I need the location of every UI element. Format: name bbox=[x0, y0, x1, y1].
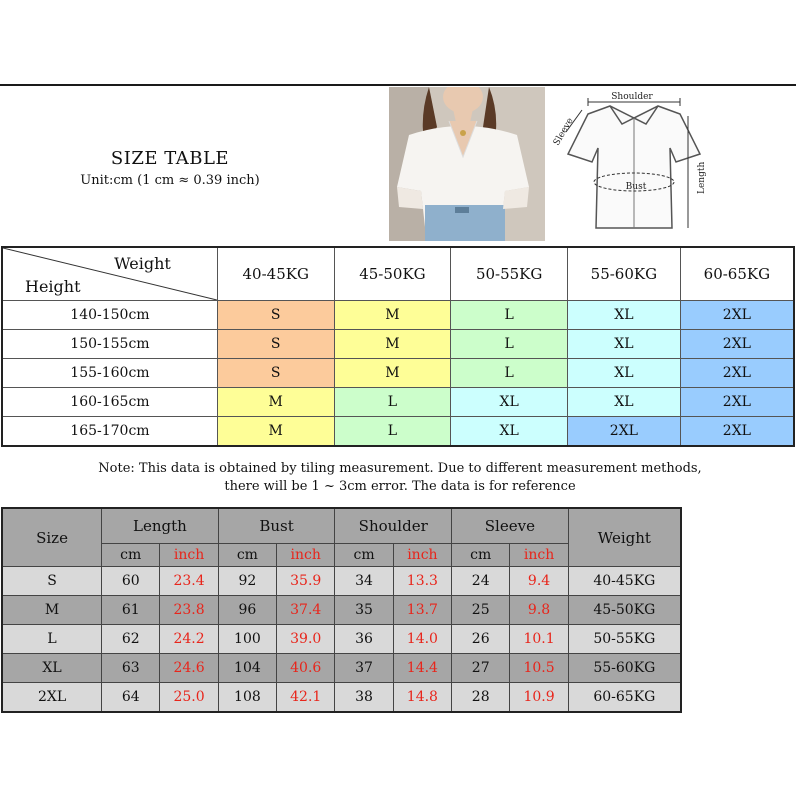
length-cm: 63 bbox=[102, 654, 160, 683]
length-inch: 25.0 bbox=[160, 683, 218, 713]
size-cell: 2XL bbox=[680, 330, 794, 359]
measurement-diagram bbox=[548, 88, 718, 240]
size-cell: XL bbox=[568, 388, 681, 417]
unit-note: Unit:cm (1 cm ≈ 0.39 inch) bbox=[80, 173, 260, 188]
top-divider bbox=[0, 84, 796, 86]
size-cell: M bbox=[217, 388, 334, 417]
length-header: Length bbox=[102, 508, 219, 544]
shoulder-cm: 35 bbox=[335, 596, 393, 625]
length-inch: 24.2 bbox=[160, 625, 218, 654]
height-cell: 165-170cm bbox=[2, 417, 217, 447]
cm-header: cm bbox=[452, 544, 510, 567]
size-cell: XL bbox=[568, 359, 681, 388]
weight-col-header: 50-55KG bbox=[451, 247, 568, 301]
table-row bbox=[2, 625, 681, 654]
bust-cm: 92 bbox=[218, 567, 276, 596]
size-cell: 2XL bbox=[680, 359, 794, 388]
size-cell: M bbox=[334, 301, 451, 330]
diagonal-header-cell bbox=[2, 247, 217, 301]
measurement-table bbox=[1, 507, 682, 713]
bust-inch: 39.0 bbox=[277, 625, 335, 654]
length-inch: 23.4 bbox=[160, 567, 218, 596]
shoulder-header: Shoulder bbox=[335, 508, 452, 544]
sleeve-cm: 27 bbox=[452, 654, 510, 683]
size-cell: L bbox=[2, 625, 102, 654]
shoulder-cm: 38 bbox=[335, 683, 393, 713]
shoulder-inch: 14.8 bbox=[393, 683, 451, 713]
bust-inch: 37.4 bbox=[277, 596, 335, 625]
table-row bbox=[2, 330, 794, 359]
size-cell: 2XL bbox=[680, 301, 794, 330]
model-illustration bbox=[389, 87, 545, 241]
inch-header: inch bbox=[393, 544, 451, 567]
bust-inch: 35.9 bbox=[277, 567, 335, 596]
shoulder-inch: 14.0 bbox=[393, 625, 451, 654]
table-row bbox=[2, 596, 681, 625]
size-cell: M bbox=[2, 596, 102, 625]
size-cell: 2XL bbox=[568, 417, 681, 447]
weight-header: Weight bbox=[568, 508, 681, 567]
inch-header: inch bbox=[160, 544, 218, 567]
size-cell: XL bbox=[451, 417, 568, 447]
sleeve-cm: 25 bbox=[452, 596, 510, 625]
bust-inch: 42.1 bbox=[277, 683, 335, 713]
size-cell: 2XL bbox=[2, 683, 102, 713]
size-cell: XL bbox=[2, 654, 102, 683]
shoulder-inch: 13.7 bbox=[393, 596, 451, 625]
note-line: Note: This data is obtained by tiling measurement. Due to different measurement methods, bbox=[98, 461, 702, 476]
length-cm: 61 bbox=[102, 596, 160, 625]
header-row bbox=[2, 508, 681, 544]
table-row bbox=[2, 654, 681, 683]
bust-cm: 100 bbox=[218, 625, 276, 654]
size-cell: S bbox=[217, 330, 334, 359]
sleeve-label: Sleeve bbox=[551, 116, 576, 148]
size-cell: L bbox=[451, 359, 568, 388]
table-row bbox=[2, 301, 794, 330]
measurement-note bbox=[0, 460, 800, 496]
title-block bbox=[40, 148, 300, 188]
cm-header: cm bbox=[218, 544, 276, 567]
weight-cell: 55-60KG bbox=[568, 654, 681, 683]
inch-header: inch bbox=[277, 544, 335, 567]
table-row bbox=[2, 567, 681, 596]
bust-header: Bust bbox=[218, 508, 335, 544]
sleeve-inch: 9.4 bbox=[510, 567, 568, 596]
height-cell: 160-165cm bbox=[2, 388, 217, 417]
size-header: Size bbox=[2, 508, 102, 567]
bust-cm: 104 bbox=[218, 654, 276, 683]
bust-cm: 108 bbox=[218, 683, 276, 713]
sleeve-inch: 10.1 bbox=[510, 625, 568, 654]
height-cell: 140-150cm bbox=[2, 301, 217, 330]
height-cell: 155-160cm bbox=[2, 359, 217, 388]
size-cell: XL bbox=[568, 301, 681, 330]
length-label: Length bbox=[697, 161, 707, 194]
size-table-title: SIZE TABLE bbox=[110, 148, 230, 169]
weight-col-header: 40-45KG bbox=[217, 247, 334, 301]
table-row bbox=[2, 359, 794, 388]
cm-header: cm bbox=[335, 544, 393, 567]
size-cell: L bbox=[334, 417, 451, 447]
length-inch: 23.8 bbox=[160, 596, 218, 625]
size-cell: S bbox=[2, 567, 102, 596]
sleeve-cm: 28 bbox=[452, 683, 510, 713]
weight-col-header: 45-50KG bbox=[334, 247, 451, 301]
table-row bbox=[2, 388, 794, 417]
sleeve-inch: 10.9 bbox=[510, 683, 568, 713]
height-cell: 150-155cm bbox=[2, 330, 217, 359]
cm-header: cm bbox=[102, 544, 160, 567]
sleeve-cm: 24 bbox=[452, 567, 510, 596]
weight-cell: 50-55KG bbox=[568, 625, 681, 654]
size-cell: XL bbox=[568, 330, 681, 359]
length-cm: 64 bbox=[102, 683, 160, 713]
product-photo bbox=[389, 87, 545, 241]
height-weight-size-table bbox=[1, 246, 795, 447]
length-cm: 60 bbox=[102, 567, 160, 596]
table-row bbox=[2, 683, 681, 713]
table-header-row bbox=[2, 247, 794, 301]
weight-col-header: 60-65KG bbox=[680, 247, 794, 301]
note-line: there will be 1 ~ 3cm error. The data is for reference bbox=[224, 479, 576, 494]
shoulder-cm: 37 bbox=[335, 654, 393, 683]
sleeve-inch: 10.5 bbox=[510, 654, 568, 683]
shoulder-label: Shoulder bbox=[611, 92, 653, 102]
size-cell: L bbox=[334, 388, 451, 417]
weight-cell: 60-65KG bbox=[568, 683, 681, 713]
weight-cell: 45-50KG bbox=[568, 596, 681, 625]
weight-cell: 40-45KG bbox=[568, 567, 681, 596]
sleeve-header: Sleeve bbox=[452, 508, 569, 544]
bust-cm: 96 bbox=[218, 596, 276, 625]
weight-col-header: 55-60KG bbox=[568, 247, 681, 301]
size-cell: L bbox=[451, 330, 568, 359]
size-cell: 2XL bbox=[680, 388, 794, 417]
length-inch: 24.6 bbox=[160, 654, 218, 683]
size-cell: M bbox=[334, 359, 451, 388]
height-header: Height bbox=[25, 277, 81, 296]
bust-inch: 40.6 bbox=[277, 654, 335, 683]
shoulder-cm: 36 bbox=[335, 625, 393, 654]
size-cell: 2XL bbox=[680, 417, 794, 447]
length-cm: 62 bbox=[102, 625, 160, 654]
sleeve-cm: 26 bbox=[452, 625, 510, 654]
size-cell: L bbox=[451, 301, 568, 330]
table-row bbox=[2, 417, 794, 447]
shoulder-inch: 14.4 bbox=[393, 654, 451, 683]
size-cell: XL bbox=[451, 388, 568, 417]
bust-label: Bust bbox=[625, 182, 647, 192]
weight-header: Weight bbox=[114, 254, 171, 273]
size-cell: M bbox=[334, 330, 451, 359]
size-cell: S bbox=[217, 301, 334, 330]
size-cell: S bbox=[217, 359, 334, 388]
inch-header: inch bbox=[510, 544, 568, 567]
shoulder-cm: 34 bbox=[335, 567, 393, 596]
shoulder-inch: 13.3 bbox=[393, 567, 451, 596]
sleeve-inch: 9.8 bbox=[510, 596, 568, 625]
size-cell: M bbox=[217, 417, 334, 447]
